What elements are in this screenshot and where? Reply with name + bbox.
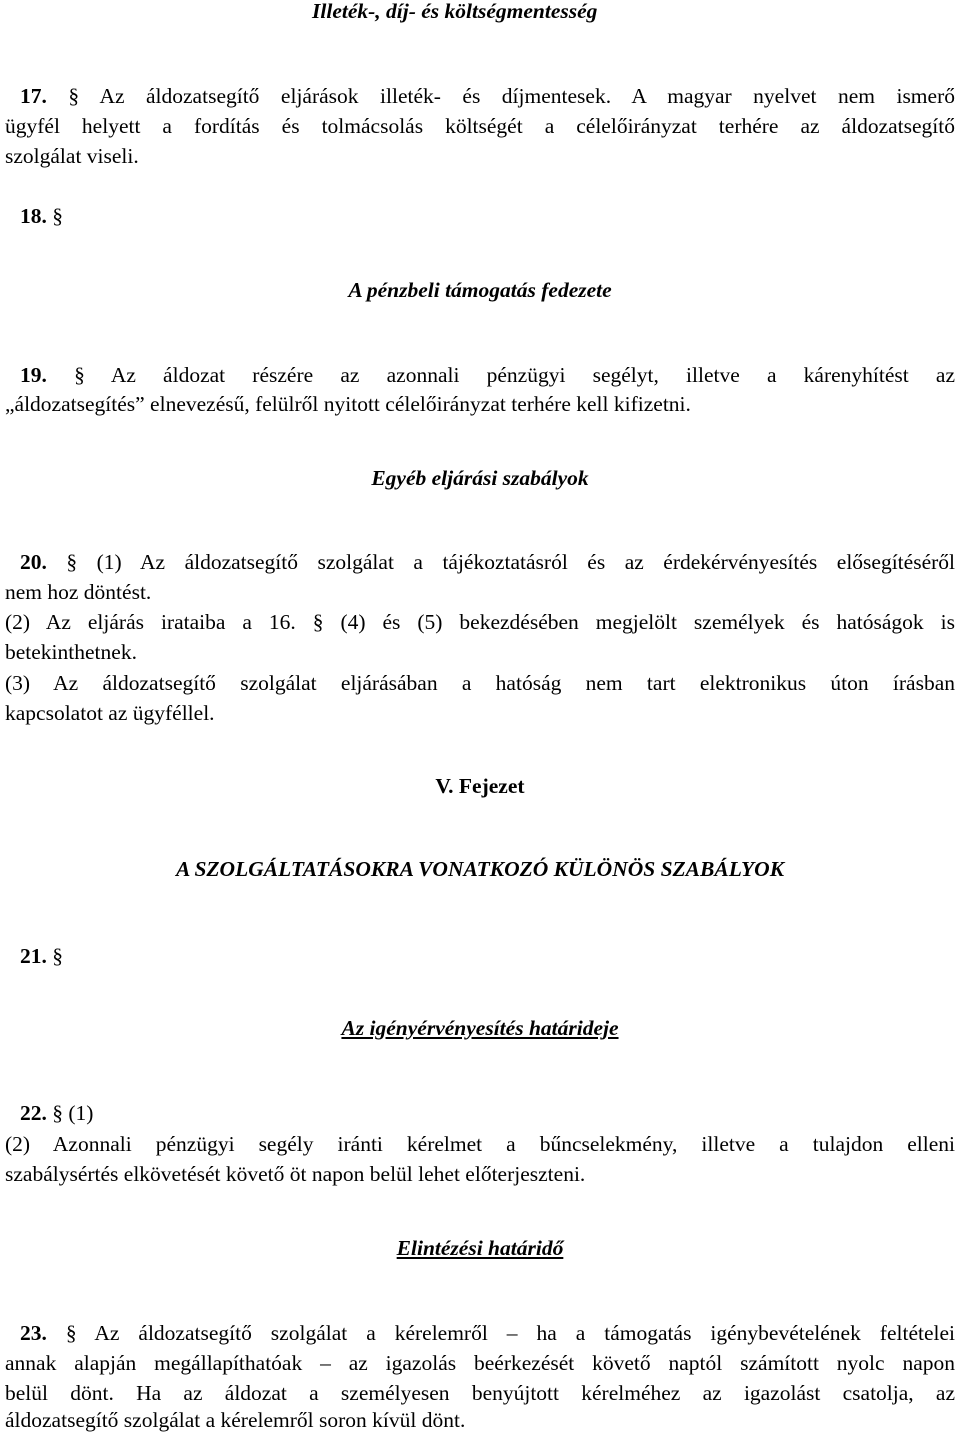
paragraph-23-line-1 (20, 1319, 955, 1347)
section-number-18: 18. (20, 204, 47, 228)
section-number-21: 21. (20, 944, 47, 968)
section-sign: § (52, 1101, 63, 1125)
paragraph-17-line-2: ügyfél helyett a fordítás és tolmácsolás költségét a célelőirányzat terhére az áldozatsegítő (5, 114, 955, 138)
section-heading-illetek: Illeték-, díj- és költségmentesség (312, 0, 598, 23)
paragraph-20-line-2: nem hoz döntést. (5, 580, 152, 604)
paragraph-text: Az áldozatsegítő szolgálat a kérelemről – ha a támogatás igénybevételének feltételei (94, 1321, 955, 1345)
paragraph-23-line-3: belül dönt. Ha az áldozat a személyesen benyújtott kérelméhez az igazolást csatolja, az (5, 1381, 955, 1405)
paragraph-text: (4) és (5) bekezdésében megjelölt személyek és hatóságok is (340, 610, 955, 634)
paragraph-text: (2) Az eljárás irataiba a 16. (5, 610, 296, 634)
chapter-number: V. Fejezet (435, 774, 525, 798)
chapter-title: A SZOLGÁLTATÁSOKRA VONATKOZÓ KÜLÖNÖS SZABÁLYOK (175, 857, 785, 881)
section-21 (20, 942, 960, 970)
paragraph-22-line-2: (2) Azonnali pénzügyi segély iránti kérelmet a bűncselekmény, illetve a tulajdon elleni (5, 1132, 955, 1156)
paragraph-text: Az áldozatsegítő eljárások illeték- és díjmentesek. A magyar nyelvet nem ismerő (99, 84, 955, 108)
section-sign: § (52, 944, 63, 968)
paragraph-17-line-3: szolgálat viseli. (5, 144, 139, 168)
section-heading-hatarido: Az igényérvényesítés határideje (341, 1016, 619, 1040)
paragraph-text: (1) Az áldozatsegítő szolgálat a tájékoztatásról és az érdekérvényesítés elősegítéséről (96, 550, 955, 574)
paragraph-22-line-1 (20, 1099, 960, 1127)
paragraph-20-line-6: kapcsolatot az ügyféllel. (5, 701, 215, 725)
paragraph-20-line-1 (20, 548, 955, 576)
paragraph-23-line-2: annak alapján megállapíthatóak – az igazolás beérkezését követő naptól számított nyolc napon (5, 1351, 955, 1375)
section-number-23: 23. (20, 1321, 47, 1345)
paragraph-text: (1) (68, 1101, 94, 1125)
paragraph-20-line-3 (5, 608, 955, 636)
section-sign: § (68, 84, 80, 108)
paragraph-19-line-2: „áldozatsegítés” elnevezésű, felülről nyitott célelőirányzat terhére kell kifizetni. (5, 392, 691, 416)
section-sign: § (65, 1321, 77, 1345)
section-number-19: 19. (20, 363, 47, 387)
section-heading-egyeb: Egyéb eljárási szabályok (371, 466, 589, 490)
paragraph-20-line-4: betekinthetnek. (5, 640, 137, 664)
paragraph-text: Az áldozat részére az azonnali pénzügyi segélyt, illetve a kárenyhítést az (110, 363, 955, 387)
section-sign: § (312, 610, 324, 634)
section-number-22: 22. (20, 1101, 47, 1125)
paragraph-22-line-3: szabálysértés elkövetését követő öt napon belül lehet előterjeszteni. (5, 1162, 586, 1186)
section-sign: § (52, 204, 63, 228)
section-number-20: 20. (20, 550, 47, 574)
section-heading-fedezet: A pénzbeli támogatás fedezete (348, 278, 612, 302)
section-number-17: 17. (20, 84, 47, 108)
paragraph-19-line-1 (20, 361, 955, 389)
paragraph-23-line-4: áldozatsegítő szolgálat a kérelemről soron kívül dönt. (5, 1408, 466, 1432)
paragraph-20-line-5: (3) Az áldozatsegítő szolgálat eljárásában a hatóság nem tart elektronikus úton írásban (5, 671, 955, 695)
section-heading-elintezes: Elintézési határidő (396, 1236, 564, 1260)
section-sign: § (66, 550, 78, 574)
paragraph-17-line-1 (20, 82, 955, 110)
section-sign: § (74, 363, 85, 387)
section-18 (20, 202, 960, 230)
